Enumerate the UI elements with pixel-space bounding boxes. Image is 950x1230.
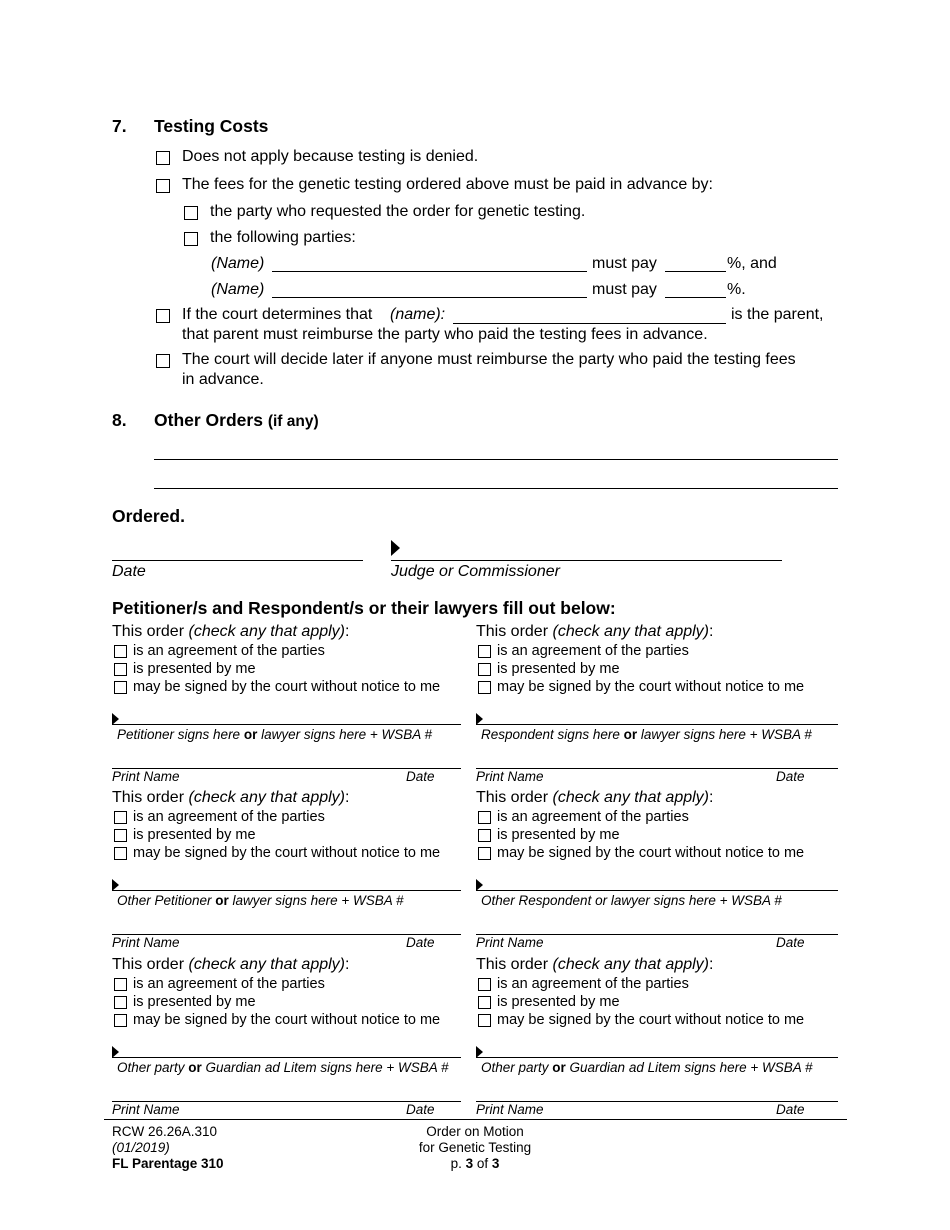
other-respondent-option-signed-without-notice: may be signed by the court without notice to me — [497, 845, 805, 861]
this-order-text: This order — [112, 623, 185, 640]
gal-right-checkbox-agreement[interactable] — [478, 978, 491, 991]
date-signature-line[interactable] — [112, 560, 363, 561]
other-petitioner-checkbox-presented[interactable] — [114, 829, 127, 842]
signature-label-part: or — [188, 1060, 202, 1075]
signature-label-part: Guardian ad Litem signs here + WSBA # — [201, 1060, 449, 1075]
checkbox-requesting-party[interactable] — [184, 206, 198, 220]
other-petitioner-this-order — [112, 789, 349, 807]
colon-text: : — [709, 623, 714, 640]
checkbox-following-parties[interactable] — [184, 232, 198, 246]
petitioner-checkbox-presented[interactable] — [114, 663, 127, 676]
respondent-this-order — [476, 623, 713, 641]
signature-label-part: or — [552, 1060, 566, 1075]
signature-label-part: lawyer signs here + WSBA # — [228, 893, 404, 908]
gal-left-this-order — [112, 956, 349, 974]
check-any-text: (check any that apply) — [552, 623, 710, 640]
gal-right-option-presented: is presented by me — [497, 994, 620, 1010]
section-8-number: 8. — [112, 410, 127, 430]
gal-right-checkbox-presented[interactable] — [478, 996, 491, 1009]
must-pay-label-2: must pay — [592, 281, 657, 298]
gal-right-this-order — [476, 956, 713, 974]
respondent-checkbox-signed-without-notice[interactable] — [478, 681, 491, 694]
signature-label-part: Other Petitioner — [117, 893, 216, 908]
gal-left-date-label: Date — [406, 1102, 435, 1117]
signature-label-part: lawyer signs here + WSBA # — [637, 727, 812, 742]
petitioner-option-presented: is presented by me — [133, 661, 256, 677]
section-8-title-main: Other Orders — [154, 410, 263, 430]
date-label: Date — [112, 563, 146, 580]
percent-and-label: %, and — [727, 255, 777, 272]
colon-text: : — [345, 623, 350, 640]
respondent-date-label: Date — [776, 769, 805, 784]
gal-left-signature-line[interactable] — [112, 1057, 461, 1058]
petitioner-this-order — [112, 623, 349, 641]
check-any-text: (check any that apply) — [188, 789, 346, 806]
signature-arrow-icon — [391, 540, 400, 556]
section-7-title: Testing Costs — [154, 116, 269, 136]
court-determines-text-c: that parent must reimburse the party who paid the testing fees in advance. — [182, 326, 708, 343]
other-petitioner-signature-label — [117, 893, 404, 908]
gal-right-option-signed-without-notice: may be signed by the court without notice to me — [497, 1012, 805, 1028]
ordered-title: Ordered. — [112, 506, 185, 526]
other-respondent-signature-line[interactable] — [476, 890, 838, 891]
checkbox-court-determines[interactable] — [156, 309, 170, 323]
page-of: of — [476, 1156, 489, 1171]
other-petitioner-option-agreement: is an agreement of the parties — [133, 809, 325, 825]
signature-label-part: Other party — [481, 1060, 553, 1075]
option-following-parties: the following parties: — [210, 229, 356, 246]
respondent-signature-line[interactable] — [476, 724, 838, 725]
petitioner-signature-label — [117, 727, 432, 742]
gal-left-checkbox-agreement[interactable] — [114, 978, 127, 991]
other-respondent-checkbox-signed-without-notice[interactable] — [478, 847, 491, 860]
gal-left-checkbox-signed-without-notice[interactable] — [114, 1014, 127, 1027]
parent-name-field[interactable] — [453, 323, 726, 324]
colon-text: : — [709, 789, 714, 806]
this-order-text: This order — [476, 789, 549, 806]
signature-label-part: Petitioner signs here — [117, 727, 244, 742]
name-field-1[interactable] — [272, 271, 587, 272]
signature-label-part: or — [215, 893, 229, 908]
option-requesting-party: the party who requested the order for genetic testing. — [210, 203, 586, 220]
signature-label-part: Other Respondent or lawyer signs here + WSBA # — [481, 893, 782, 908]
other-respondent-option-agreement: is an agreement of the parties — [497, 809, 689, 825]
footer-revision: (01/2019) — [112, 1140, 170, 1155]
petitioner-signature-line[interactable] — [112, 724, 461, 725]
respondent-option-signed-without-notice: may be signed by the court without notice to me — [497, 679, 805, 695]
signature-label-part: or — [243, 727, 258, 742]
other-respondent-date-label: Date — [776, 935, 805, 950]
petitioner-checkbox-signed-without-notice[interactable] — [114, 681, 127, 694]
petitioner-checkbox-agreement[interactable] — [114, 645, 127, 658]
this-order-text: This order — [112, 956, 185, 973]
this-order-text: This order — [476, 956, 549, 973]
gal-left-checkbox-presented[interactable] — [114, 996, 127, 1009]
respondent-option-agreement: is an agreement of the parties — [497, 643, 689, 659]
other-orders-line-1[interactable] — [154, 459, 838, 460]
court-determines-text-b: is the parent, — [731, 306, 824, 323]
other-respondent-option-presented: is presented by me — [497, 827, 620, 843]
footer-form-id: FL Parentage 310 — [112, 1156, 224, 1171]
gal-right-print-name-label: Print Name — [476, 1102, 544, 1117]
colon-text: : — [345, 789, 350, 806]
percent-field-1[interactable] — [665, 271, 726, 272]
decide-later-text-b: in advance. — [182, 371, 264, 388]
name-label-1: (Name) — [211, 255, 265, 272]
signature-label-part: Guardian ad Litem signs here + WSBA # — [565, 1060, 813, 1075]
respondent-checkbox-presented[interactable] — [478, 663, 491, 676]
other-petitioner-print-name-label: Print Name — [112, 935, 180, 950]
petitioner-option-agreement: is an agreement of the parties — [133, 643, 325, 659]
gal-right-checkbox-signed-without-notice[interactable] — [478, 1014, 491, 1027]
other-respondent-print-name-label: Print Name — [476, 935, 544, 950]
other-petitioner-checkbox-agreement[interactable] — [114, 811, 127, 824]
checkbox-decide-later[interactable] — [156, 354, 170, 368]
judge-signature-line[interactable] — [391, 560, 782, 561]
court-determines-text-a: If the court determines that — [182, 306, 373, 323]
section-8-title — [154, 410, 319, 431]
decide-later-text-a: The court will decide later if anyone must reimburse the party who paid the testing fees — [182, 351, 796, 368]
page-number: 3 — [465, 1156, 474, 1171]
option-paid-in-advance: The fees for the genetic testing ordered above must be paid in advance by: — [182, 176, 713, 193]
other-petitioner-checkbox-signed-without-notice[interactable] — [114, 847, 127, 860]
signature-label-part: Respondent signs here — [481, 727, 624, 742]
gal-left-signature-label — [117, 1060, 449, 1075]
court-determines-name-label: (name): — [390, 306, 446, 323]
page-total: 3 — [491, 1156, 500, 1171]
section-7-number: 7. — [112, 116, 127, 136]
gal-left-option-agreement: is an agreement of the parties — [133, 976, 325, 992]
check-any-text: (check any that apply) — [552, 789, 710, 806]
gal-right-signature-label — [481, 1060, 813, 1075]
gal-left-option-presented: is presented by me — [133, 994, 256, 1010]
percent-end-label: %. — [727, 281, 746, 298]
gal-right-signature-line[interactable] — [476, 1057, 838, 1058]
respondent-option-presented: is presented by me — [497, 661, 620, 677]
respondent-signature-label — [481, 727, 812, 742]
section-8-title-suffix: (if any) — [267, 413, 319, 430]
this-order-text: This order — [476, 623, 549, 640]
respondent-checkbox-agreement[interactable] — [478, 645, 491, 658]
gal-right-date-label: Date — [776, 1102, 805, 1117]
this-order-text: This order — [112, 789, 185, 806]
parties-heading: Petitioner/s and Respondent/s or their lawyers fill out below: — [112, 598, 616, 618]
gal-left-option-signed-without-notice: may be signed by the court without notice to me — [133, 1012, 441, 1028]
gal-left-print-name-label: Print Name — [112, 1102, 180, 1117]
petitioner-print-name-label: Print Name — [112, 769, 180, 784]
colon-text: : — [345, 956, 350, 973]
footer-divider — [104, 1119, 847, 1120]
footer-rcw: RCW 26.26A.310 — [112, 1124, 218, 1139]
judge-label: Judge or Commissioner — [391, 563, 560, 580]
other-orders-line-2[interactable] — [154, 488, 838, 489]
signature-label-part: lawyer signs here + WSBA # — [257, 727, 433, 742]
checkbox-testing-denied[interactable] — [156, 151, 170, 165]
other-petitioner-date-label: Date — [406, 935, 435, 950]
name-field-2[interactable] — [272, 297, 587, 298]
signature-label-part: Other party — [117, 1060, 189, 1075]
checkbox-paid-in-advance[interactable] — [156, 179, 170, 193]
other-respondent-checkbox-presented[interactable] — [478, 829, 491, 842]
page-prefix: p. — [450, 1156, 462, 1171]
check-any-text: (check any that apply) — [552, 956, 710, 973]
other-respondent-signature-label — [481, 893, 782, 908]
footer-page — [375, 1156, 575, 1171]
check-any-text: (check any that apply) — [188, 623, 346, 640]
petitioner-date-label: Date — [406, 769, 435, 784]
other-respondent-this-order — [476, 789, 713, 807]
name-label-2: (Name) — [211, 281, 265, 298]
petitioner-option-signed-without-notice: may be signed by the court without notice to me — [133, 679, 441, 695]
signature-label-part: or — [623, 727, 638, 742]
footer-title-2: for Genetic Testing — [418, 1140, 532, 1155]
check-any-text: (check any that apply) — [188, 956, 346, 973]
respondent-print-name-label: Print Name — [476, 769, 544, 784]
other-petitioner-option-signed-without-notice: may be signed by the court without notice to me — [133, 845, 441, 861]
colon-text: : — [709, 956, 714, 973]
other-petitioner-signature-line[interactable] — [112, 890, 461, 891]
must-pay-label-1: must pay — [592, 255, 657, 272]
percent-field-2[interactable] — [665, 297, 726, 298]
other-respondent-checkbox-agreement[interactable] — [478, 811, 491, 824]
footer-title-1: Order on Motion — [426, 1124, 524, 1139]
other-petitioner-option-presented: is presented by me — [133, 827, 256, 843]
gal-right-option-agreement: is an agreement of the parties — [497, 976, 689, 992]
option-testing-denied: Does not apply because testing is denied. — [182, 148, 479, 165]
